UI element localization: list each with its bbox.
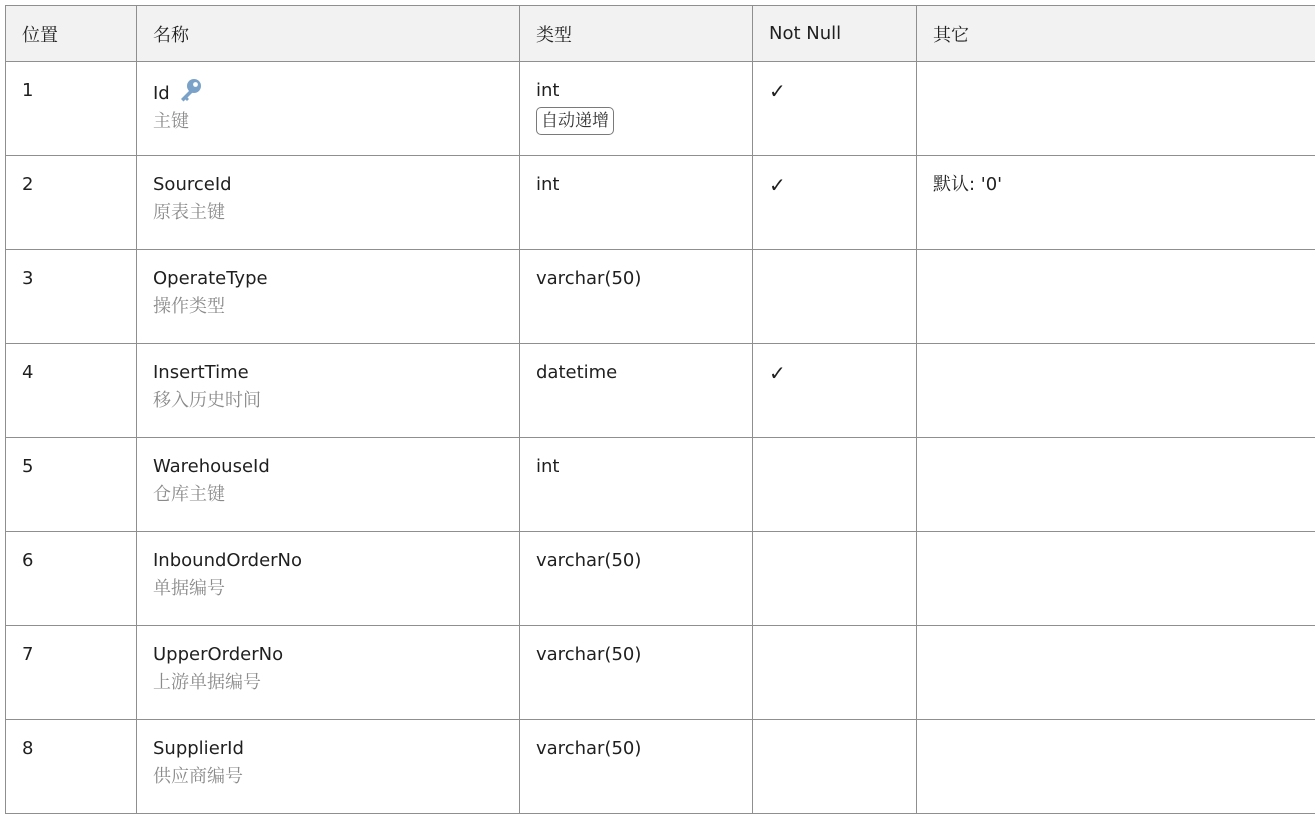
table-row: [6, 344, 1315, 438]
table-row: [6, 626, 1315, 720]
header-row: [6, 6, 1315, 62]
table-row: [6, 62, 1315, 156]
column-type: varchar(50): [536, 268, 642, 289]
not-null-cell: [753, 626, 917, 720]
name-cell: [137, 626, 520, 720]
position-cell: 5: [6, 438, 137, 532]
type-cell: [520, 438, 753, 532]
other-cell: [917, 626, 1315, 720]
not-null-cell: [753, 250, 917, 344]
table-row: [6, 156, 1315, 250]
header-name: 名称: [137, 6, 520, 62]
not-null-cell: [753, 438, 917, 532]
column-type: varchar(50): [536, 550, 642, 571]
other-cell: [917, 250, 1315, 344]
other-cell: [917, 344, 1315, 438]
header-not-null: Not Null: [753, 6, 917, 62]
name-cell: [137, 62, 520, 156]
column-name: WarehouseId: [153, 456, 270, 477]
column-name: UpperOrderNo: [153, 644, 284, 665]
not-null-cell: [753, 720, 917, 814]
column-description: 供应商编号: [153, 766, 243, 787]
type-cell: [520, 626, 753, 720]
column-type: varchar(50): [536, 644, 642, 665]
table-body: [6, 62, 1315, 814]
type-cell: [520, 250, 753, 344]
position-cell: 6: [6, 532, 137, 626]
column-type: datetime: [536, 362, 618, 383]
type-cell: [520, 344, 753, 438]
type-cell: [520, 720, 753, 814]
other-cell: [917, 720, 1315, 814]
other-cell: 默认: '0': [917, 156, 1315, 250]
name-cell: [137, 156, 520, 250]
type-cell: [520, 62, 753, 156]
column-description: 仓库主键: [153, 484, 225, 505]
column-name: SourceId: [153, 174, 232, 195]
position-cell: 8: [6, 720, 137, 814]
position-cell: 2: [6, 156, 137, 250]
position-cell: 3: [6, 250, 137, 344]
type-cell: [520, 532, 753, 626]
column-description: 主键: [153, 111, 189, 132]
column-name: InsertTime: [153, 362, 249, 383]
position-cell: 7: [6, 626, 137, 720]
other-cell: [917, 62, 1315, 156]
table-row: [6, 438, 1315, 532]
position-cell: 4: [6, 344, 137, 438]
column-type: varchar(50): [536, 738, 642, 759]
check-icon: ✓: [769, 79, 786, 103]
column-type: int: [536, 174, 560, 195]
header-position: 位置: [6, 6, 137, 62]
header-type: 类型: [520, 6, 753, 62]
other-cell: [917, 438, 1315, 532]
column-type: int: [536, 456, 560, 477]
table-header: [6, 6, 1315, 62]
not-null-cell: [753, 62, 917, 156]
column-description: 原表主键: [153, 202, 225, 223]
name-cell: [137, 438, 520, 532]
name-cell: [137, 344, 520, 438]
column-description: 操作类型: [153, 296, 225, 317]
not-null-cell: [753, 532, 917, 626]
column-description: 单据编号: [153, 578, 225, 599]
table-row: [6, 532, 1315, 626]
column-name: OperateType: [153, 268, 268, 289]
table-row: [6, 250, 1315, 344]
column-name: SupplierId: [153, 738, 244, 759]
name-cell: [137, 250, 520, 344]
column-name: InboundOrderNo: [153, 550, 303, 571]
column-type: int: [536, 80, 560, 101]
column-description: 上游单据编号: [153, 672, 261, 693]
key-icon: [178, 77, 204, 103]
check-icon: ✓: [769, 173, 786, 197]
auto-increment-badge: 自动递增: [536, 107, 614, 135]
column-name-text: Id: [153, 83, 170, 104]
name-cell: [137, 720, 520, 814]
column-name: [153, 77, 503, 108]
other-cell: [917, 532, 1315, 626]
schema-table: [5, 5, 1315, 814]
name-cell: [137, 532, 520, 626]
table-row: [6, 720, 1315, 814]
column-description: 移入历史时间: [153, 390, 261, 411]
type-cell: [520, 156, 753, 250]
not-null-cell: [753, 156, 917, 250]
check-icon: ✓: [769, 361, 786, 385]
position-cell: 1: [6, 62, 137, 156]
header-other: 其它: [917, 6, 1315, 62]
not-null-cell: [753, 344, 917, 438]
